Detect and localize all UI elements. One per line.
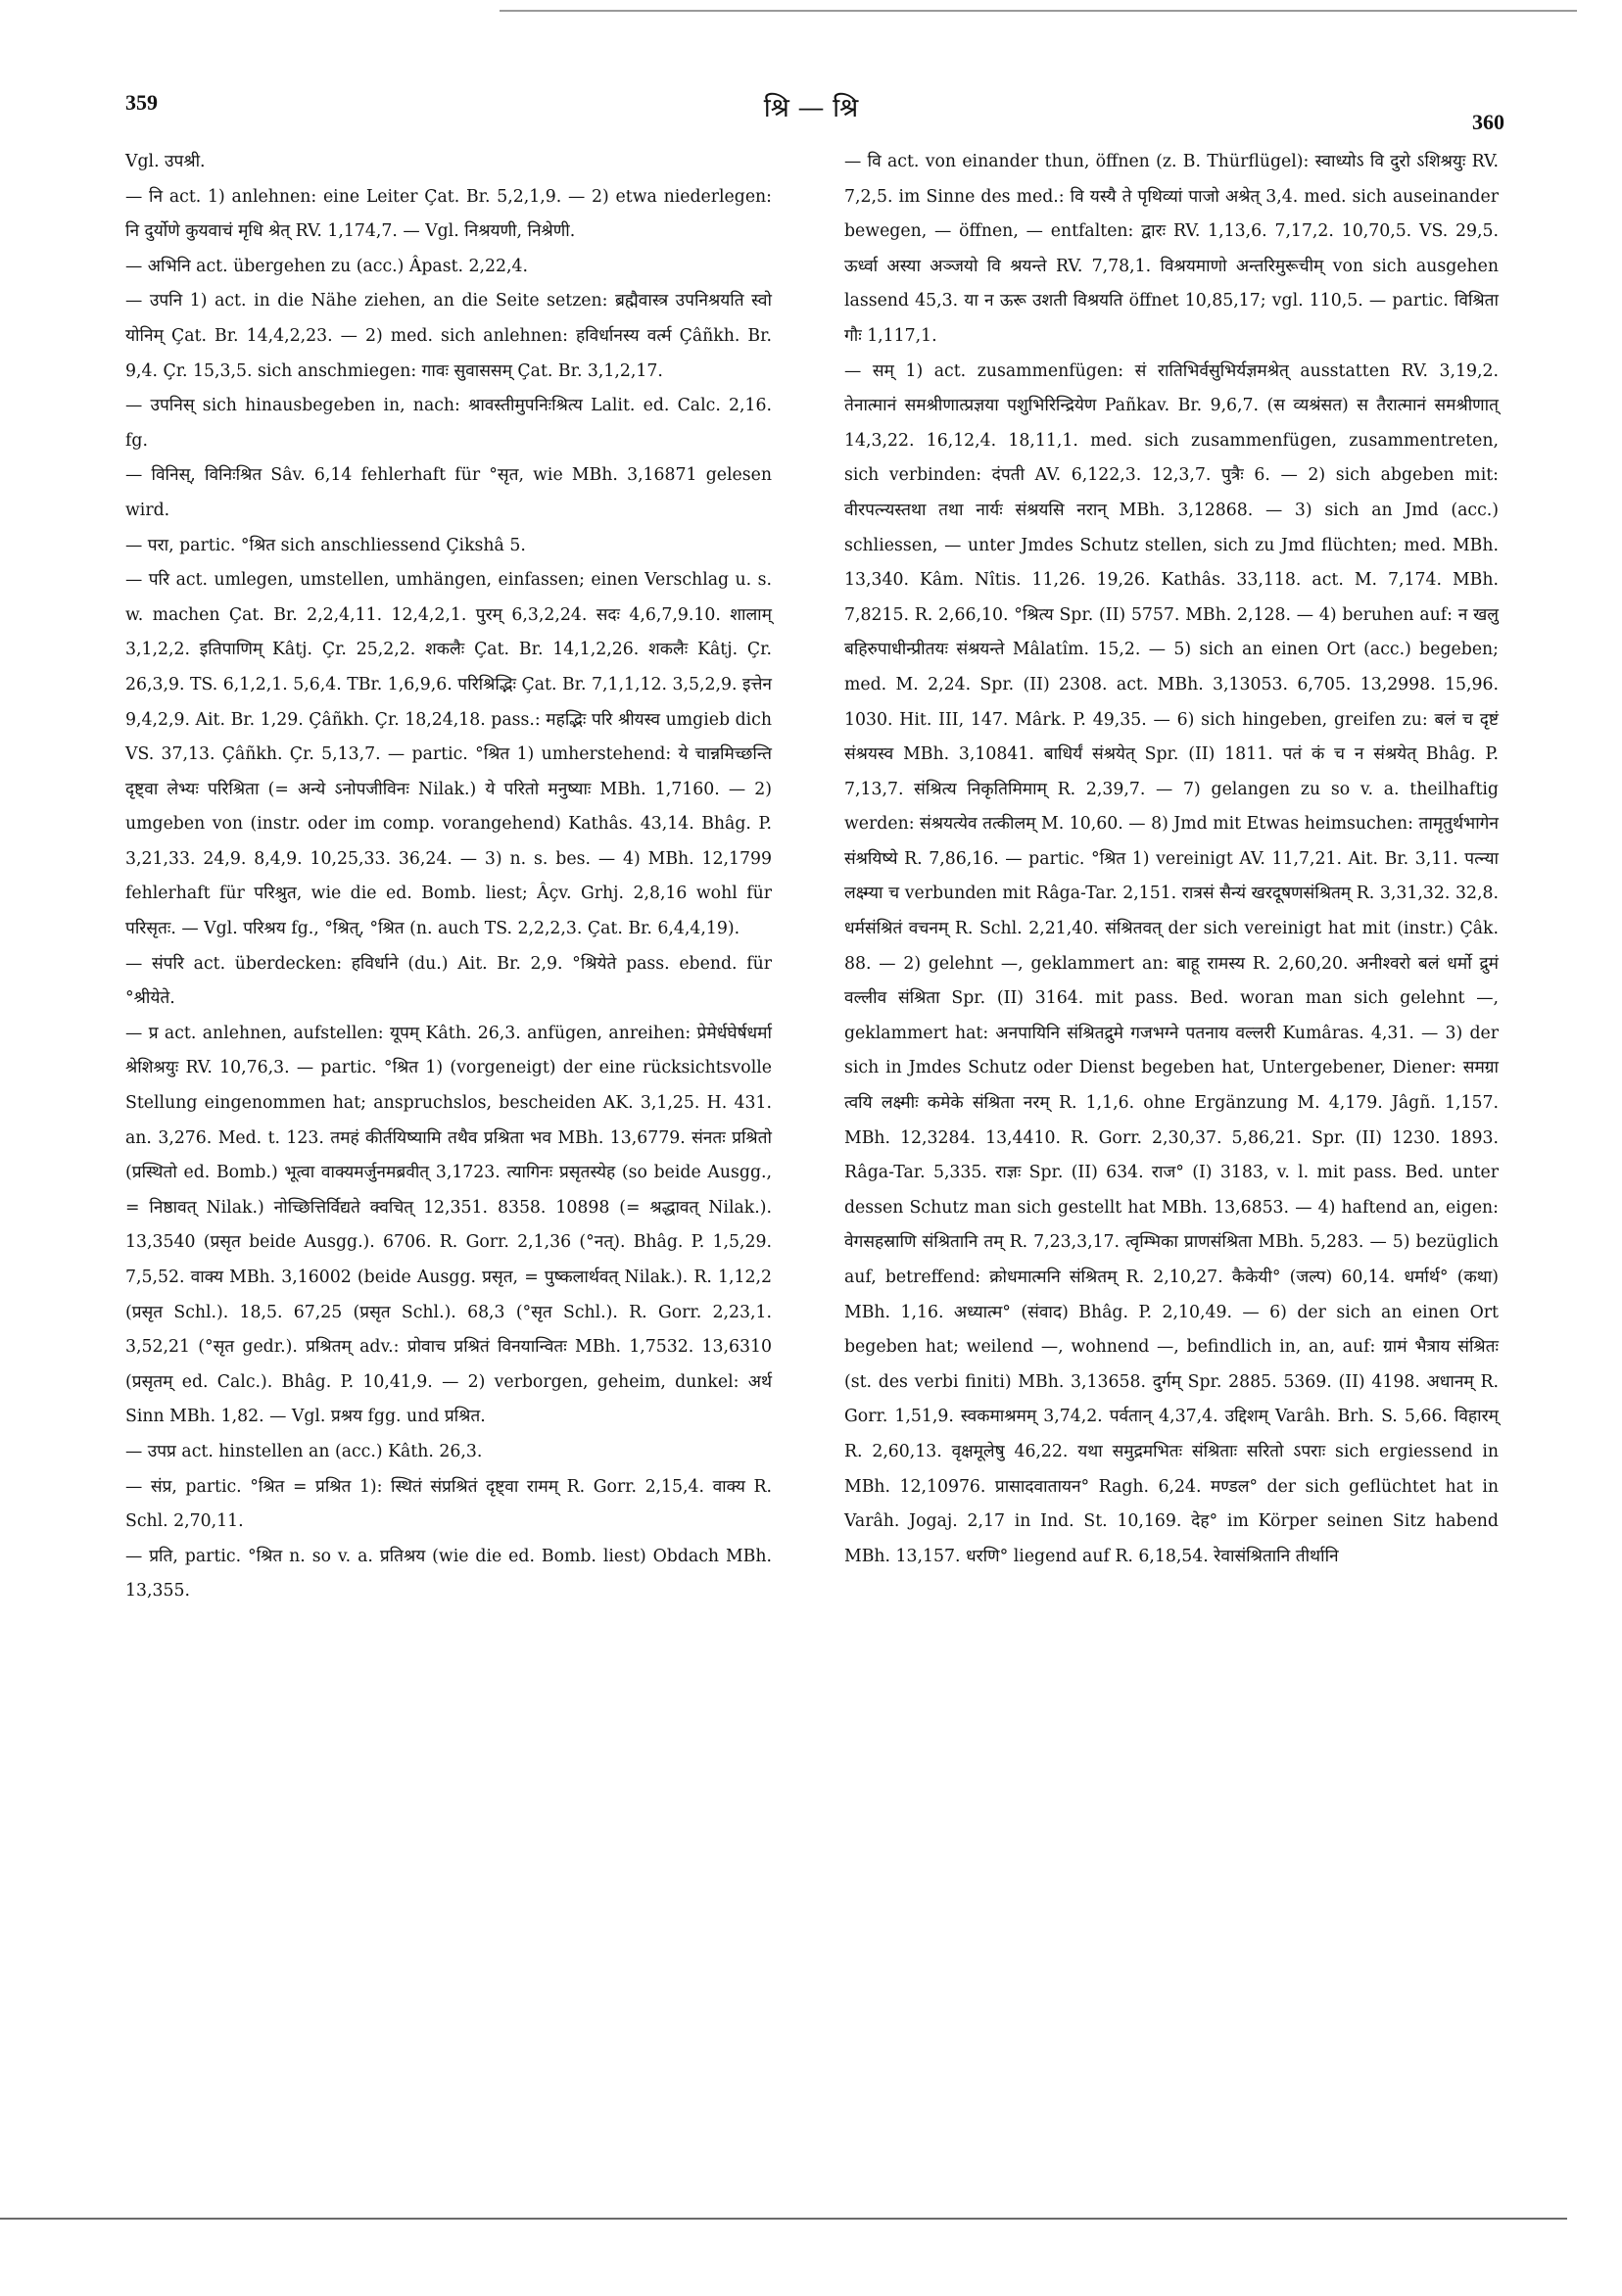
page-number-left: 359 bbox=[125, 90, 158, 115]
entry-paragraph: — नि act. 1) anlehnen: eine Leiter Çat. Br. 5,2,1,9. — 2) etwa niederlegen: नि दुर्योणे कुयवाचं मृधि श्रेत् RV. 1,174,7. — Vgl. निश्रयणी, निश्रेणी. bbox=[125, 186, 772, 242]
entry-paragraph: Vgl. उपश्री. bbox=[125, 152, 206, 171]
entry-paragraph: — परि act. umlegen, umstellen, umhängen, einfassen; einen Verschlag u. s. w. machen Çat. Br. 2,2,4,11. 12,4,2,1. पुरम् 6,3,2,24. सदः 4,6,7,9.10. शालाम् 3,1,2,2. इतिपाणिम् Kâtj. Çr. 25,2,2. शकलैः Çat. Br. 14,1,2,26. शकलैः Kâtj. Çr. 26,3,9. TS. 6,1,2,1. 5,6,4. TBr. 1,6,9,6. परिश्रिद्भिः Çat. Br. 7,1,1,12. 3,5,2,9. इत्तेन 9,4,2,9. Ait. Br. 1,29. Çâñkh. Çr. 18,24,18. pass.: महद्भिः परि श्रीयस्व umgieb dich VS. 37,13. Çâñkh. Çr. 5,13,7. — partic. °श्रित 1) umherstehend: ये चान्नमिच्छन्ति दृष्ट्वा लेभ्यः परिश्रिता (= अन्ये ऽनोपजीविनः Nilak.) ये परितो मनुष्याः MBh. 1,7160. — 2) umgeben von (instr. oder im comp. vorangehend) Kathâs. 43,14. Bhâg. P. 3,21,33. 24,9. 8,4,9. 10,25,33. 36,24. — 3) n. s. bes. — 4) MBh. 12,1799 fehlerhaft für परिश्रुत, wie die ed. Bomb. liest; Âçv. Grhj. 2,8,16 wohl für परिसृतः. — Vgl. परिश्रय fg., °श्रित्, °श्रित (n. auch TS. 2,2,2,3. Çat. Br. 6,4,4,19). bbox=[125, 570, 772, 939]
page-number-right: 360 bbox=[1472, 110, 1504, 134]
entry-paragraph: — उपनि 1) act. in die Nähe ziehen, an die Seite setzen: ब्रह्मैवास्त्र उपनिश्रयति स्वो योनिम् Çat. Br. 14,4,2,23. — 2) med. sich anlehnen: हविर्धानस्य वर्त्म Çâñkh. Br. 9,4. Çr. 15,3,5. sich anschmiegen: गावः सुवाससम् Çat. Br. 3,1,2,17. bbox=[125, 291, 772, 381]
entry-paragraph: — विनिस्, विनिःश्रित Sâv. 6,14 fehlerhaft für °सृत, wie MBh. 3,16871 gelesen wird. bbox=[125, 465, 772, 520]
running-head: श्रि — श्रि bbox=[763, 93, 859, 123]
bottom-edge-rule bbox=[0, 2218, 1567, 2220]
entry-paragraph: — संप्र, partic. °श्रित = प्रश्रित 1): स्थितं संप्रश्रितं दृष्ट्वा रामम् R. Gorr. 2,15,4. वाक्य R. Schl. 2,70,11. bbox=[125, 1476, 772, 1532]
top-edge-rule bbox=[500, 10, 1577, 12]
entry-paragraph: — वि act. von einander thun, öffnen (z. B. Thürflügel): स्वाध्योऽ वि दुरो ऽशिश्रयुः RV. 7,2,5. im Sinne des med.: वि यस्यै ते पृथिव्यां पाजो अश्रेत् 3,4. med. sich auseinander bewegen, — öffnen, — entfalten: द्वारः RV. 1,13,6. 7,17,2. 10,70,5. VS. 29,5. ऊर्ध्वा अस्या अञ्जयो वि श्रयन्ते RV. 7,78,1. विश्रयमाणो अन्तरिमुरूचीम् von sich ausgehen lassend 45,3. या न ऊरू उशती विश्रयति öffnet 10,85,17; vgl. 110,5. — partic. विश्रिता गौः 1,117,1. bbox=[844, 152, 1499, 346]
entry-paragraph: — संपरि act. überdecken: हविर्धाने (du.) Ait. Br. 2,9. °श्रियेते pass. ebend. für °श्रीयेते. bbox=[125, 953, 772, 1009]
entry-paragraph: — उपप्र act. hinstellen an (acc.) Kâth. 26,3. bbox=[125, 1441, 483, 1461]
entry-paragraph: — परा, partic. °श्रित sich anschliessend Çikshâ 5. bbox=[125, 535, 526, 555]
entry-paragraph: — उपनिस् sich hinausbegeben in, nach: श्रावस्तीमुपनिःश्रित्य Lalit. ed. Calc. 2,16. fg. bbox=[125, 396, 772, 451]
right-column bbox=[844, 145, 1499, 1574]
entry-paragraph: — सम् 1) act. zusammenfügen: सं रातिभिर्वसुभिर्यज्ञमश्रेत् ausstatten RV. 3,19,2. तेनात्मानं समश्रीणात्प्रज्ञया पशुभिरिन्द्रियेण Pañkav. Br. 9,6,7. (स व्यश्रंसत) स तैरात्मानं समश्रीणात् 14,3,22. 16,12,4. 18,11,1. med. sich zusammenfügen, zusammentreten, sich verbinden: दंपती AV. 6,122,3. 12,3,7. पुत्रैः 6. — 2) sich abgeben mit: वीरपत्न्यस्तथा तथा नार्यः संश्रयसि नरान् MBh. 3,12868. — 3) sich an Jmd (acc.) schliessen, — unter Jmdes Schutz stellen, sich zu Jmd flüchten; med. MBh. 13,340. Kâm. Nîtis. 11,26. 19,26. Kathâs. 33,118. act. M. 7,174. MBh. 7,8215. R. 2,66,10. °श्रित्य Spr. (II) 5757. MBh. 2,128. — 4) beruhen auf: न खलु बहिरुपाधीन्प्रीतयः संश्रयन्ते Mâlatîm. 15,2. — 5) sich an einen Ort (acc.) begeben; med. M. 2,24. Spr. (II) 2308. act. MBh. 3,13053. 6,705. 13,2998. 15,96. 1030. Hit. III, 147. Mârk. P. 49,35. — 6) sich hingeben, greifen zu: बलं च दृष्टं संश्रयस्व MBh. 3,10841. बाधिर्यं संश्रयेत् Spr. (II) 1811. पतं कं च न संश्रयेत् Bhâg. P. 7,13,7. संश्रित्य निकृतिमिमाम् R. 2,39,7. — 7) gelangen zu so v. a. theilhaftig werden: संश्रयत्येव तत्कीलम् M. 10,60. — 8) Jmd mit Etwas heimsuchen: तामृतुर्थभागेन संश्रयिष्ये R. 7,86,16. — partic. °श्रित 1) vereinigt AV. 11,7,21. Ait. Br. 3,11. पत्न्या लक्ष्म्या च verbunden mit Râga-Tar. 2,151. रात्रसं सैन्यं खरदूषणसंश्रितम् R. 3,31,32. 32,8. धर्मसंश्रितं वचनम् R. Schl. 2,21,40. संश्रितवत् der sich vereinigt hat mit (instr.) Çâk. 88. — 2) gelehnt —, geklammert an: बाहू रामस्य R. 2,60,20. अनीश्वरो बलं धर्मो द्रुमं वल्लीव संश्रिता Spr. (II) 3164. mit pass. Bed. woran man sich gelehnt —, geklammert hat: अनपायिनि संश्रितद्रुमे गजभग्ने पतनाय वल्लरी Kumâras. 4,31. — 3) der sich in Jmdes Schutz oder Dienst begeben hat, Untergebener, Diener: समग्रा त्वयि लक्ष्मीः कमेके संश्रिता नरम् R. 1,1,6. ohne Ergänzung M. 4,179. Jâgñ. 1,157. MBh. 12,3284. 13,4410. R. Gorr. 2,30,37. 5,86,21. Spr. (II) 1230. 1893. Râga-Tar. 5,335. राज्ञः Spr. (II) 634. राज° (I) 3183, v. l. mit pass. Bed. unter dessen Schutz man sich gestellt hat MBh. 13,6853. — 4) haftend an, eigen: वेगसहस्राणि संश्रितानि तम् R. 7,23,3,17. त्वृम्भिका प्राणसंश्रिता MBh. 5,283. — 5) bezüglich auf, betreffend: क्रोधमात्मनि संश्रितम् R. 2,10,27. कैकेयी° (जल्प) 60,14. धर्मार्थ° (कथा) MBh. 1,16. अध्यात्म° (संवाद) Bhâg. P. 2,10,49. — 6) der sich an einen Ort begeben hat; weilend —, wohnend —, befindlich in, an, auf: ग्रामं भैत्राय संश्रितः (st. des verbi finiti) MBh. 3,13658. दुर्गम् Spr. 2885. 5369. (II) 4198. अधानम् R. Gorr. 1,51,9. स्वकमाश्रमम् 3,74,2. पर्वतान् 4,37,4. उद्दिशम् Varâh. Brh. S. 5,66. विहारम् R. 2,60,13. वृक्षमूलेषु 46,22. यथा समुद्रमभितः संश्रिताः सरितो ऽपराः sich ergiessend in MBh. 12,10976. प्रासादवातायन° Ragh. 6,24. मण्डल° der sich geflüchtet hat in Varâh. Jogaj. 2,17 in Ind. St. 10,169. देह° im Körper seinen Sitz habend MBh. 13,157. धरणि° liegend auf R. 6,18,54. रेवासंश्रितानि तीर्थानि bbox=[844, 360, 1499, 1566]
entry-paragraph: — प्र act. anlehnen, aufstellen: यूपम् Kâth. 26,3. anfügen, anreihen: प्रेमेर्धघेर्षधर्मा श्रेशिश्रयुः RV. 10,76,3. — partic. °श्रित 1) (vorgeneigt) der eine rücksichtsvolle Stellung eingenommen hat; anspruchslos, bescheiden AK. 3,1,25. H. 431. an. 3,276. Med. t. 123. तमहं कीर्तयिष्यामि तथैव प्रश्रिता भव MBh. 13,6779. संनतः प्रश्रितो (प्रस्थितो ed. Bomb.) भूत्वा वाक्यमर्जुनमब्रवीत् 3,1723. त्यागिनः प्रसृतस्येह (so beide Ausgg., = निष्ठावत् Nilak.) नोच्छित्तिर्विद्यते क्वचित् 12,351. 8358. 10898 (= श्रद्धावत् Nilak.). 13,3540 (प्रसृत beide Ausgg.). 6706. R. Gorr. 2,1,36 (°नत्). Bhâg. P. 1,5,29. 7,5,52. वाक्य MBh. 3,16002 (beide Ausgg. प्रसृत, = पुष्कलार्थवत् Nilak.). R. 1,12,2 (प्रसृत Schl.). 18,5. 67,25 (प्रसृत Schl.). 68,3 (°सृत Schl.). R. Gorr. 2,23,1. 3,52,21 (°सृत gedr.). प्रश्रितम् adv.: प्रोवाच प्रश्रितं विनयान्वितः MBh. 1,7532. 13,6310 (प्रसृतम् ed. Calc.). Bhâg. P. 10,41,9. — 2) verborgen, geheim, dunkel: अर्थ Sinn MBh. 1,82. — Vgl. प्रश्रय fgg. und प्रश्रित. bbox=[125, 1023, 772, 1427]
entry-paragraph: — प्रति, partic. °श्रित n. so v. a. प्रतिश्रय (wie die ed. Bomb. liest) Obdach MBh. 13,355. bbox=[125, 1546, 772, 1602]
left-column bbox=[125, 145, 772, 1609]
entry-paragraph: — अभिनि act. übergehen zu (acc.) Âpast. 2,22,4. bbox=[125, 256, 528, 276]
